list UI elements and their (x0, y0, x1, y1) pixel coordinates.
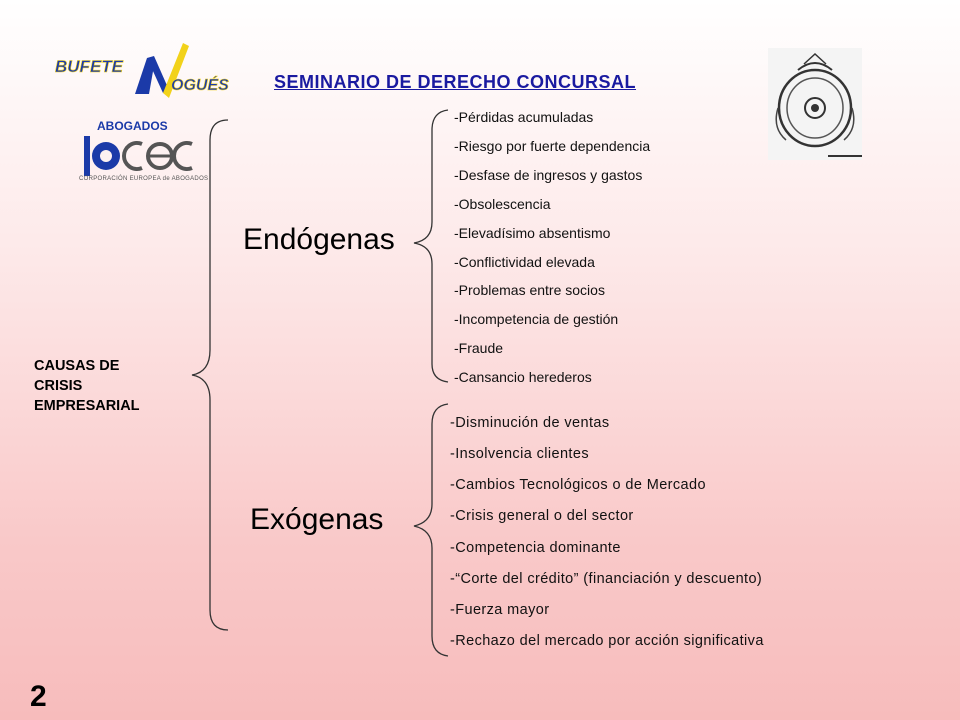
exogenas-item: -Cambios Tecnológicos o de Mercado (450, 477, 706, 493)
page-number: 2 (30, 680, 47, 713)
exogenas-item: -Crisis general o del sector (450, 508, 634, 524)
root-label-line: EMPRESARIAL (34, 398, 140, 414)
exogenas-item: -Insolvencia clientes (450, 446, 589, 462)
endogenas-item: -Riesgo por fuerte dependencia (454, 138, 651, 154)
endogenas-item: -Problemas entre socios (454, 282, 605, 298)
root-label-line: CAUSAS DE (34, 358, 120, 374)
cea-logo-caption: CORPORACIÓN EUROPEA de ABOGADOS (79, 176, 209, 182)
seal-logo (768, 48, 862, 160)
endogenas-item: -Obsolescencia (454, 196, 551, 212)
exogenas-item: -“Corte del crédito” (financiación y descuento) (450, 571, 763, 587)
endogenas-label: Endógenas (243, 223, 395, 256)
endogenas-item: -Pérdidas acumuladas (454, 109, 594, 125)
exogenas-item: -Rechazo del mercado por acción significativa (450, 633, 764, 649)
endogenas-item: -Fraude (454, 340, 504, 356)
exogenas-bracket (414, 404, 448, 656)
abogados-text: ABOGADOS (97, 119, 168, 133)
endogenas-item: -Conflictividad elevada (454, 254, 595, 270)
ogues-text: OGUÉS (171, 77, 229, 94)
endogenas-item: -Elevadísimo absentismo (454, 225, 611, 241)
exogenas-item: -Competencia dominante (450, 540, 621, 556)
endogenas-item: -Cansancio herederos (454, 369, 592, 385)
root-bracket-top (192, 120, 228, 630)
page-title: SEMINARIO DE DERECHO CONCURSAL (274, 72, 637, 92)
root-label (34, 356, 194, 416)
endogenas-item: -Desfase de ingresos y gastos (454, 167, 643, 183)
endogenas-bracket (414, 110, 448, 382)
bufete-logo (55, 38, 245, 133)
bufete-text: BUFETE (55, 57, 123, 76)
endogenas-item: -Incompetencia de gestión (454, 311, 619, 327)
exogenas-item: -Fuerza mayor (450, 602, 550, 618)
exogenas-item: -Disminución de ventas (450, 415, 610, 431)
root-label-line: CRISIS (34, 378, 83, 394)
exogenas-label: Exógenas (250, 503, 384, 536)
